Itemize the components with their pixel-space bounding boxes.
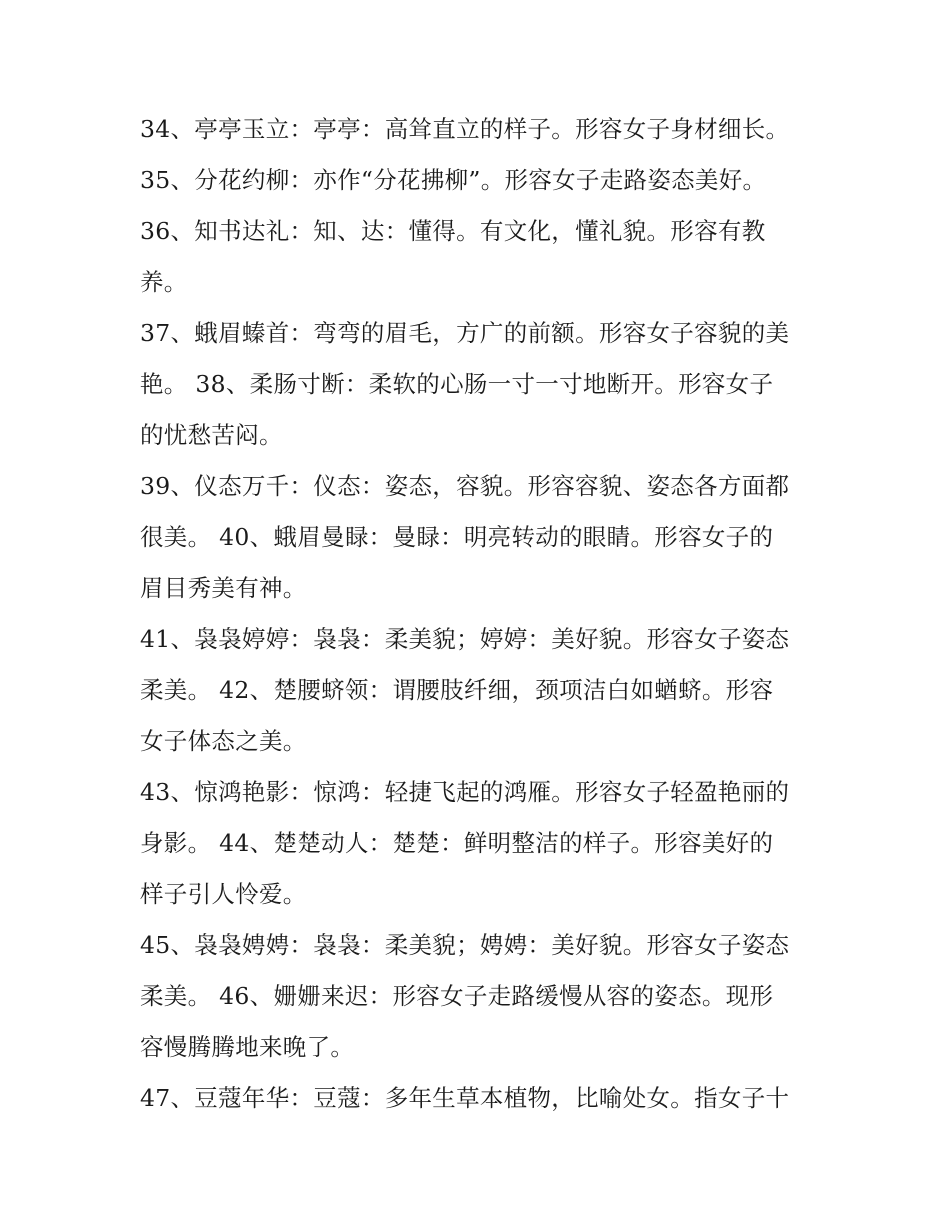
text-line: 37、蛾眉螓首：弯弯的眉毛，方广的前额。形容女子容貌的美 <box>140 319 790 347</box>
text-line: 39、仪态万千：仪态：姿态，容貌。形容容貌、姿态各方面都 <box>140 472 790 500</box>
document-body <box>140 104 820 1124</box>
text-line: 样子引人怜爱。 <box>140 880 307 908</box>
text-line: 身影。 44、楚楚动人：楚楚：鲜明整洁的样子。形容美好的 <box>140 829 774 857</box>
text-line: 女子体态之美。 <box>140 727 307 755</box>
text-line: 的忧愁苦闷。 <box>140 421 283 449</box>
text-line: 41、袅袅婷婷：袅袅：柔美貌；婷婷：美好貌。形容女子姿态 <box>140 625 790 653</box>
text-line: 艳。 38、柔肠寸断：柔软的心肠一寸一寸地断开。形容女子 <box>140 370 774 398</box>
text-line: 47、豆蔻年华：豆蔻：多年生草本植物，比喻处女。指女子十 <box>140 1084 790 1112</box>
text-line: 容慢腾腾地来晚了。 <box>140 1033 355 1061</box>
text-line: 43、惊鸿艳影：惊鸿：轻捷飞起的鸿雁。形容女子轻盈艳丽的 <box>140 778 790 806</box>
text-line: 45、袅袅娉娉：袅袅：柔美貌；娉娉：美好貌。形容女子姿态 <box>140 931 790 959</box>
text-line: 柔美。 46、姗姗来迟：形容女子走路缓慢从容的姿态。现形 <box>140 982 774 1010</box>
text-line: 柔美。 42、楚腰蛴领：谓腰肢纤细，颈项洁白如蝤蛴。形容 <box>140 676 774 704</box>
text-line: 36、知书达礼：知、达：懂得。有文化，懂礼貌。形容有教 <box>140 217 766 245</box>
text-line: 34、亭亭玉立：亭亭：高耸直立的样子。形容女子身材细长。 <box>140 115 790 143</box>
text-line: 养。 <box>140 268 188 296</box>
text-line: 眉目秀美有神。 <box>140 574 307 602</box>
text-line: 35、分花约柳：亦作“分花拂柳”。形容女子走路姿态美好。 <box>140 166 767 194</box>
text-line: 很美。 40、蛾眉曼睩：曼睩：明亮转动的眼睛。形容女子的 <box>140 523 774 551</box>
